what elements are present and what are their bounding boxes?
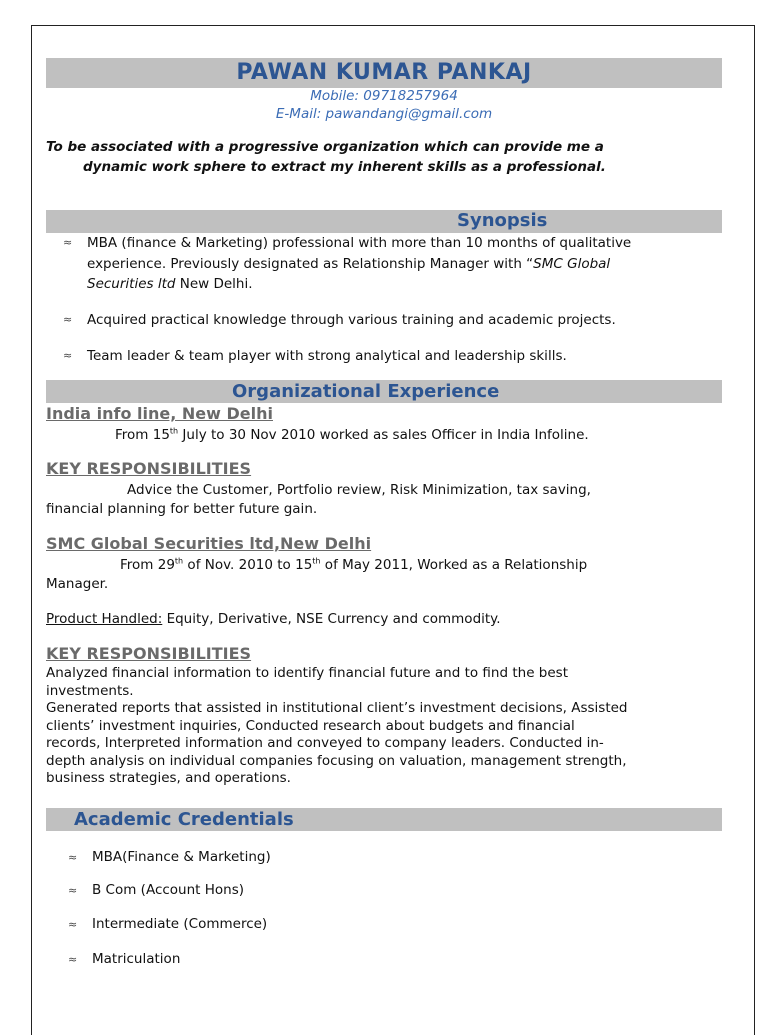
company-name: India info line, New Delhi xyxy=(46,404,273,423)
synopsis-item xyxy=(63,233,723,295)
company-name: SMC Global Securities ltd,New Delhi xyxy=(46,534,372,553)
mobile-number: Mobile: 09718257964 xyxy=(310,88,458,104)
academic-item: ≈ Intermediate (Commerce) xyxy=(68,916,268,932)
synopsis-line: Acquired practical knowledge through various training and academic projects. xyxy=(87,312,616,328)
bullet-icon: ≈ xyxy=(68,918,78,931)
objective-line: dynamic work sphere to extract my inherent skills as a professional. xyxy=(83,159,606,175)
synopsis-line: Securities ltd New Delhi. xyxy=(87,276,253,292)
synopsis-line: Team leader & team player with strong analytical and leadership skills. xyxy=(87,348,567,364)
job-period: From 29th of Nov. 2010 to 15th of May 2011, Worked as a Relationship Manager. xyxy=(46,556,588,592)
experience-title: Organizational Experience xyxy=(232,381,500,402)
academic-item: ≈ MBA(Finance & Marketing) xyxy=(68,849,271,865)
bullet-icon: ≈ xyxy=(68,884,78,897)
synopsis-line: MBA (finance & Marketing) professional with more than 10 months of qualitative xyxy=(87,235,632,251)
bullet-icon: ≈ xyxy=(63,313,73,326)
objective-line: To be associated with a progressive organization which can provide me a xyxy=(46,139,604,155)
synopsis-title: Synopsis xyxy=(457,210,548,231)
responsibilities-heading: KEY RESPONSIBILITIES xyxy=(46,459,252,478)
bullet-icon: ≈ xyxy=(63,236,73,249)
academic-item: ≈ Matriculation xyxy=(68,951,181,967)
synopsis-line: experience. Previously designated as Relationship Manager with “SMC Global xyxy=(87,255,611,272)
candidate-name: PAWAN KUMAR PANKAJ xyxy=(46,58,722,88)
bullet-icon: ≈ xyxy=(68,953,78,966)
responsibilities-heading: KEY RESPONSIBILITIES xyxy=(46,644,252,663)
job-period: From 15th July to 30 Nov 2010 worked as sales Officer in India Infoline. xyxy=(115,426,589,443)
responsibilities-text: Advice the Customer, Portfolio review, Risk Minimization, tax saving, financial planning for better future gain. xyxy=(46,482,591,517)
product-handled: Product Handled: Equity, Derivative, NSE Currency and commodity. xyxy=(46,611,501,627)
email-address: E-Mail: pawandangi@gmail.com xyxy=(275,106,493,122)
academic-title: Academic Credentials xyxy=(74,809,294,830)
responsibilities-text: Analyzed financial information to identify financial future and to find the best investments. Generated reports that assisted in institutional client’s investment decisions, Assisted clients’ investment inquiries, Conducted research about budgets and financial records, Interpreted information and conveyed to company leaders. Conducted in- depth analysis on individual companies focusing on valuation, management strength, business strategies, and operations. xyxy=(46,665,628,786)
synopsis-item xyxy=(63,310,723,331)
bullet-icon: ≈ xyxy=(63,349,73,362)
synopsis-bar xyxy=(46,210,722,233)
synopsis-item xyxy=(63,346,723,367)
career-objective xyxy=(46,137,706,177)
bullet-icon: ≈ xyxy=(68,851,78,864)
academic-item: ≈ B Com (Account Hons) xyxy=(68,882,245,898)
